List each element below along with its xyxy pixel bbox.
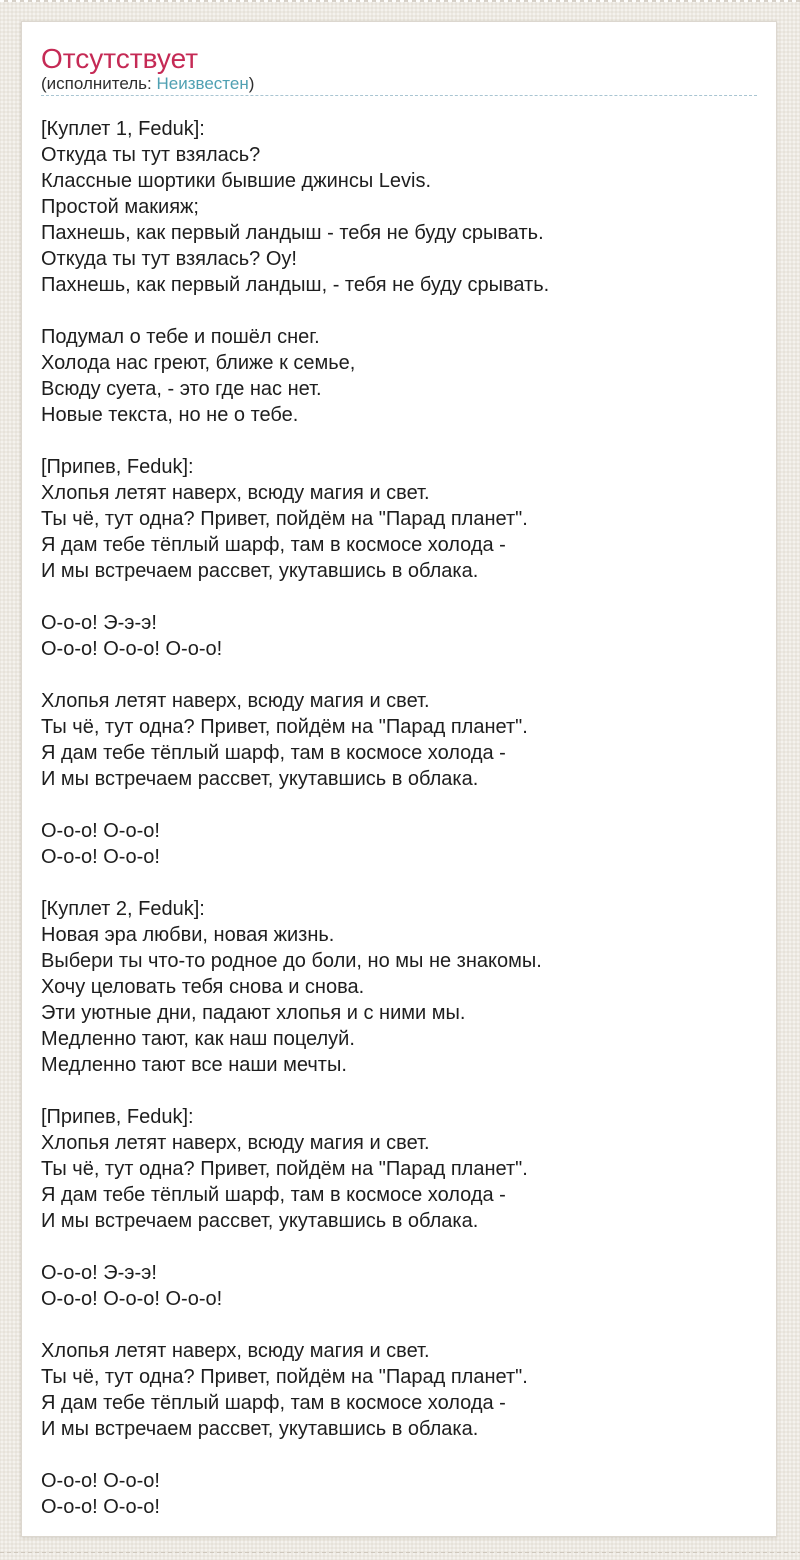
top-dashed-divider [0,0,800,2]
lyric-line: [Припев, Feduk]: [41,456,194,478]
bottom-dashed-divider [0,1552,800,1553]
lyric-line: Ты чё, тут одна? Привет, пойдём на "Парад планет". [41,1366,528,1388]
song-header [41,44,757,96]
lyric-line: Откуда ты тут взялась? Оу! [41,248,297,270]
lyric-line [41,1234,757,1260]
lyric-line: Ты чё, тут одна? Привет, пойдём на "Парад планет". [41,508,528,530]
lyric-line: Пахнешь, как первый ландыш, - тебя не буду срывать. [41,274,550,296]
lyric-line: Медленно тают все наши мечты. [41,1054,347,1076]
lyric-line: О-о-о! Э-э-э! [41,612,157,634]
lyric-line: Выбери ты что-то родное до боли, но мы не знакомы. [41,950,542,972]
lyric-line: Откуда ты тут взялась? [41,144,261,166]
lyric-line: О-о-о! О-о-о! [41,1496,160,1518]
lyric-line: И мы встречаем рассвет, укутавшись в облака. [41,1210,479,1232]
lyric-line [41,298,757,324]
lyric-line: Классные шортики бывшие джинсы Levis. [41,170,431,192]
page-title: Отсутствует [41,43,199,74]
lyric-line: Хлопья летят наверх, всюду магия и свет. [41,690,430,712]
lyric-line [41,1078,757,1104]
lyric-line: О-о-о! О-о-о! [41,1470,160,1492]
lyric-line: Медленно тают, как наш поцелуй. [41,1028,355,1050]
lyric-line [41,584,757,610]
lyric-line: И мы встречаем рассвет, укутавшись в облака. [41,560,479,582]
lyric-line: Я дам тебе тёплый шарф, там в космосе холода - [41,1184,506,1206]
lyric-line: О-о-о! О-о-о! О-о-о! [41,638,223,660]
lyric-line: Ты чё, тут одна? Привет, пойдём на "Парад планет". [41,716,528,738]
lyric-line: Всюду суета, - это где нас нет. [41,378,322,400]
lyric-line [41,1442,757,1468]
artist-line [41,74,757,94]
lyric-line: Подумал о тебе и пошёл снег. [41,326,320,348]
lyric-line: Хлопья летят наверх, всюду магия и свет. [41,1340,430,1362]
lyric-line: Холода нас греют, ближе к семье, [41,352,356,374]
lyric-line [41,662,757,688]
lyrics-card [21,21,777,1537]
lyric-line: [Куплет 1, Feduk]: [41,118,205,140]
lyric-line: Ты чё, тут одна? Привет, пойдём на "Парад планет". [41,1158,528,1180]
lyric-line: Пахнешь, как первый ландыш - тебя не буду срывать. [41,222,544,244]
lyric-line: Новая эра любви, новая жизнь. [41,924,335,946]
lyric-line: Я дам тебе тёплый шарф, там в космосе холода - [41,1392,506,1414]
lyric-line [41,1312,757,1338]
lyric-line: Я дам тебе тёплый шарф, там в космосе холода - [41,534,506,556]
artist-link[interactable]: Неизвестен [156,74,249,93]
lyric-line: И мы встречаем рассвет, укутавшись в облака. [41,1418,479,1440]
lyric-line: [Куплет 2, Feduk]: [41,898,205,920]
lyric-line: И мы встречаем рассвет, укутавшись в облака. [41,768,479,790]
lyric-line: Хочу целовать тебя снова и снова. [41,976,365,998]
lyric-line [41,792,757,818]
lyric-line: Хлопья летят наверх, всюду магия и свет. [41,482,430,504]
artist-suffix-label: ) [248,74,255,93]
lyric-line: О-о-о! Э-э-э! [41,1262,157,1284]
lyric-line: О-о-о! О-о-о! О-о-о! [41,1288,223,1310]
lyric-line [41,870,757,896]
lyric-line: Я дам тебе тёплый шарф, там в космосе холода - [41,742,506,764]
lyric-line: [Припев, Feduk]: [41,1106,194,1128]
lyric-line: О-о-о! О-о-о! [41,820,160,842]
artist-prefix-label: (исполнитель: [41,74,157,93]
lyric-line [41,428,757,454]
lyrics-text [41,116,757,1520]
lyric-line: О-о-о! О-о-о! [41,846,160,868]
lyric-line: Простой макияж; [41,196,199,218]
lyric-line: Хлопья летят наверх, всюду магия и свет. [41,1132,430,1154]
lyric-line: Новые текста, но не о тебе. [41,404,299,426]
lyric-line: Эти уютные дни, падают хлопья и с ними мы. [41,1002,466,1024]
